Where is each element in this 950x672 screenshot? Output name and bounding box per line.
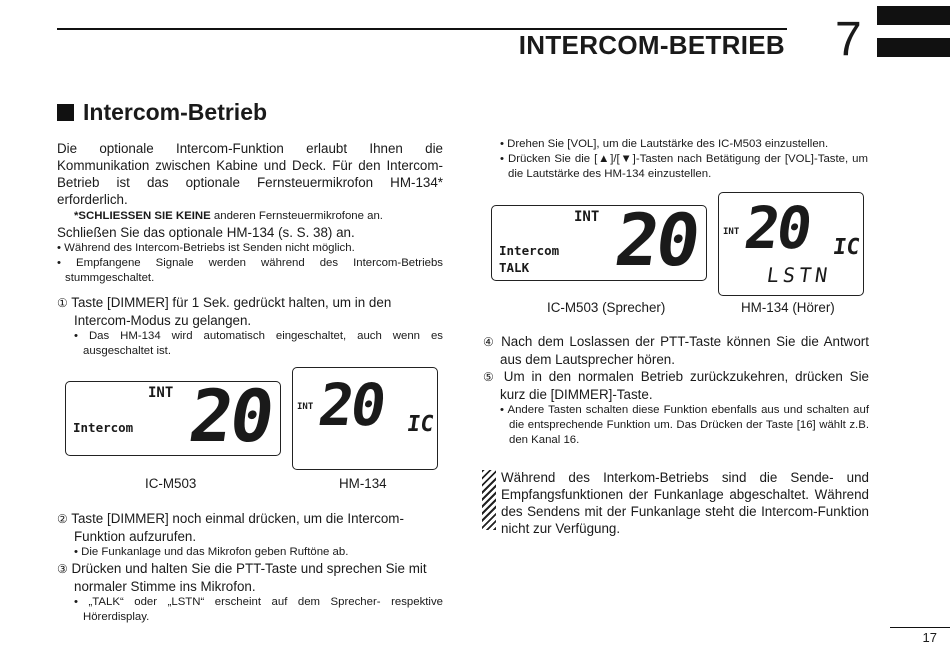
step-1 <box>57 294 443 359</box>
section-title-text: Intercom-Betrieb <box>83 99 268 125</box>
footnote <box>57 208 443 224</box>
step-2-bullet: • Die Funkanlage und das Mikrofon geben Ruftöne ab. <box>74 546 349 558</box>
note-text: Während des Interkom-Betriebs sind die Sende- und Empfangsfunktionen der Funkanlage abgeschaltet. Während des Sendens mit der Funkanlage steht die Intercom-Funktion nicht zur Verfügung. <box>501 470 869 536</box>
square-bullet-icon <box>57 104 74 121</box>
lcd-channel-number: 20 <box>610 198 703 282</box>
step-2-text: ② Taste [DIMMER] noch einmal drücken, um die Intercom-Funktion aufzurufen. <box>57 511 404 544</box>
step-3-text: ③ Drücken und halten Sie die PTT-Taste und sprechen Sie mit normaler Stimme ins Mikrofon. <box>57 561 427 594</box>
lcd-mode-label: Intercom <box>499 243 560 258</box>
note-icon <box>482 470 496 530</box>
left-column-top <box>57 140 443 286</box>
lcd-int-label: INT <box>574 209 600 225</box>
intro-paragraph: Die optionale Intercom-Funktion erlaubt Ihnen die Kommunikation zwischen Kabine und Deck. Für den Intercom-Betrieb ist das optionale Fernsteuermikrofon HM-134* erforderlich. <box>57 141 443 207</box>
display-caption: IC-M503 (Sprecher) <box>547 300 666 315</box>
chapter-tab-bar <box>877 38 950 57</box>
bullet-item: • Drehen Sie [VOL], um die Lautstärke des IC-M503 einzustellen. <box>500 138 829 150</box>
chapter-tab-bar <box>877 6 950 25</box>
section-title <box>57 99 267 126</box>
lcd-status-label: LSTN <box>765 263 833 287</box>
lcd-display-ic-m503-talk <box>491 198 707 282</box>
lcd-channel-number: 20 <box>184 374 277 458</box>
lcd-status-label: TALK <box>499 260 530 275</box>
bullet-item: • Empfangene Signale werden während des Intercom-Betriebs stummgeschaltet. <box>57 257 443 284</box>
step-1-text: ① Taste [DIMMER] für 1 Sek. gedrückt halten, um in den Intercom-Modus zu gelangen. <box>57 295 392 328</box>
lcd-display-hm-134 <box>292 367 438 470</box>
lcd-display-ic-m503 <box>65 374 281 458</box>
lcd-ic-badge: IC <box>831 235 862 260</box>
step-5-bullet: • Andere Tasten schalten diese Funktion ebenfalls aus und schalten auf die entsprechende Funktion um. Das Drücken der Taste [16] wählt z.B. den Kanal 16. <box>500 404 870 446</box>
step-3-bullet: • „TALK“ oder „LSTN“ erscheint auf dem Sprecher- respektive Hörerdisplay. <box>74 596 443 623</box>
lcd-int-label: INT <box>148 385 174 401</box>
footnote-bold: *SCHLIESSEN SIE KEINE <box>74 210 211 222</box>
steps-2-3 <box>57 510 443 625</box>
bullet-item: • Drücken Sie die [▲]/[▼]-Tasten nach Betätigung der [VOL]-Taste, um die Lautstärke des HM-134 einzustellen. <box>500 153 868 180</box>
lcd-display-hm-134-lstn <box>718 192 864 296</box>
step-1-bullet: • Das HM-134 wird automatisch eingeschaltet, auch wenn es ausgeschaltet ist. <box>74 330 443 357</box>
display-caption: HM-134 <box>339 476 387 491</box>
lcd-channel-number: 20 <box>314 371 388 439</box>
bullet-item: • Während des Intercom-Betriebs ist Senden nicht möglich. <box>57 242 355 254</box>
lcd-channel-number: 20 <box>740 194 814 262</box>
lcd-int-label: INT <box>297 402 314 412</box>
display-caption: HM-134 (Hörer) <box>741 300 835 315</box>
lcd-ic-badge: IC <box>405 412 436 437</box>
right-column-top <box>500 137 868 182</box>
step-4-text: ④ Nach dem Loslassen der PTT-Taste können Sie die Antwort aus dem Lautsprecher hören. <box>483 334 869 367</box>
connect-text: Schließen Sie das optionale HM-134 (s. S. 38) an. <box>57 225 355 240</box>
page-header-title: INTERCOM-BETRIEB <box>518 30 785 60</box>
display-caption: IC-M503 <box>145 476 197 491</box>
page-number-rule <box>890 627 950 628</box>
steps-4-5 <box>483 333 869 448</box>
page-number: 17 <box>922 630 937 645</box>
footnote-rest: anderen Fernsteuermikrofone an. <box>210 210 383 222</box>
step-5-text: ⑤ Um in den normalen Betrieb zurückzukehren, drücken Sie kurz die [DIMMER]-Taste. <box>483 369 869 402</box>
lcd-mode-label: Intercom <box>73 420 134 435</box>
lcd-int-label: INT <box>723 227 740 237</box>
chapter-number: 7 <box>835 13 862 66</box>
